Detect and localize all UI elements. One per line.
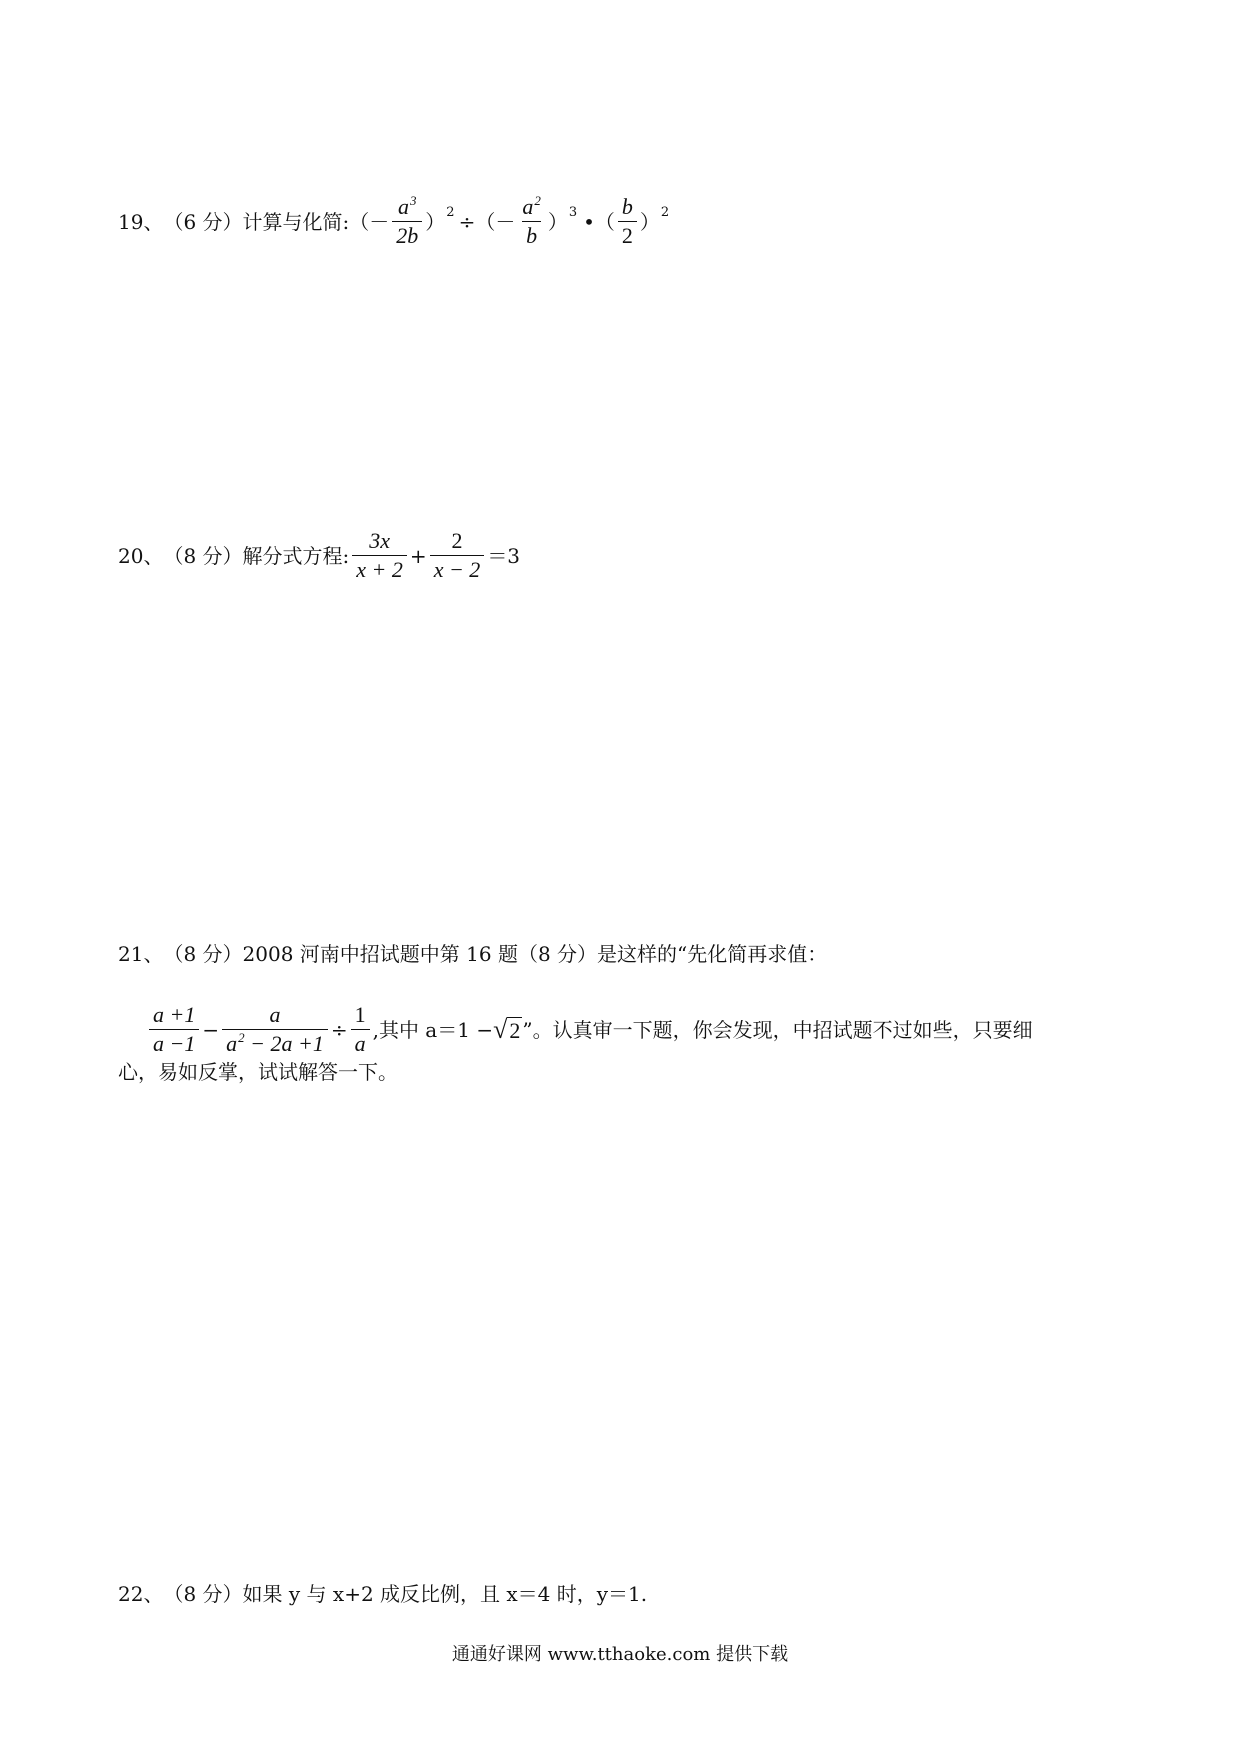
q21-sqrt-value: 2 bbox=[509, 1018, 521, 1044]
q19-f2-exp: 2 bbox=[534, 193, 541, 208]
q19-fraction-1 bbox=[392, 193, 422, 248]
q21-fraction-2 bbox=[222, 1004, 328, 1055]
q19-score: （6 分） bbox=[163, 209, 243, 234]
q21-tail-text: ”。认真审一下题，你会发现，中招试题不过如些，只要细 bbox=[522, 1017, 1033, 1042]
q19-rparen-3: ） bbox=[639, 209, 660, 234]
q19-f3-den: 2 bbox=[618, 221, 637, 247]
q22-score: （8 分） bbox=[163, 1582, 243, 1606]
q21-minus: − bbox=[202, 1017, 220, 1042]
q19-minus-2: － bbox=[495, 209, 516, 234]
q21-f2-num: a bbox=[269, 1002, 281, 1027]
q19-divide: ÷ bbox=[458, 209, 476, 234]
q20-fraction-1 bbox=[352, 530, 407, 581]
q21-f3-den: a bbox=[351, 1029, 370, 1055]
q19-fraction-3 bbox=[618, 196, 637, 247]
q19-outer-exp-1: 2 bbox=[446, 205, 455, 220]
q21-divide: ÷ bbox=[330, 1017, 348, 1042]
q20-f1-den: x + 2 bbox=[352, 555, 407, 581]
q20-fraction-2 bbox=[430, 530, 485, 581]
q19-number: 19、 bbox=[118, 209, 164, 234]
q21-intro: 2008 河南中招试题中第 16 题（8 分）是这样的“先化简再求值： bbox=[242, 942, 828, 966]
q22-text: 如果 y 与 x+2 成反比例，且 x＝4 时，y＝1. bbox=[242, 1582, 648, 1606]
q19-f1-exp: 3 bbox=[410, 193, 417, 208]
q19-minus-1: － bbox=[369, 209, 390, 234]
q20-prompt: 解分式方程: bbox=[242, 543, 350, 568]
question-21-line-3 bbox=[118, 1062, 398, 1082]
question-22 bbox=[118, 1584, 647, 1604]
q20-f2-num: 2 bbox=[451, 528, 463, 553]
q19-prompt: 计算与化简: bbox=[242, 209, 350, 234]
q21-f2-den-rest: − 2a +1 bbox=[244, 1031, 324, 1056]
q21-mid-text: ,其中 a＝1 − bbox=[372, 1017, 494, 1042]
q19-dot: • bbox=[583, 209, 595, 234]
question-21-line-1 bbox=[118, 944, 827, 964]
q20-f1-num: 3x bbox=[369, 528, 390, 553]
q20-score: （8 分） bbox=[163, 543, 243, 568]
q19-fraction-2 bbox=[518, 193, 545, 248]
q21-fraction-3 bbox=[351, 1004, 370, 1055]
q19-outer-exp-3: 2 bbox=[660, 205, 670, 220]
q21-f1-num: a +1 bbox=[153, 1002, 196, 1027]
q21-f2-den-exp: 2 bbox=[238, 1030, 245, 1045]
q20-f2-den: x − 2 bbox=[430, 555, 485, 581]
question-19 bbox=[118, 193, 670, 248]
q19-rparen-2: ） bbox=[547, 209, 568, 234]
q19-f1-den: 2b bbox=[392, 221, 422, 247]
sqrt-radical-icon: √ bbox=[493, 1014, 508, 1044]
q19-rparen-1: ） bbox=[425, 209, 446, 234]
q19-f3-num: b bbox=[621, 194, 633, 219]
q21-line-3: 心，易如反掌，试试解答一下。 bbox=[118, 1060, 398, 1084]
q19-outer-exp-2: 3 bbox=[568, 205, 578, 220]
question-21-line-2 bbox=[146, 1004, 1033, 1055]
page-footer: 通通好课网 www.tthaoke.com 提供下载 bbox=[451, 1644, 789, 1665]
q19-lparen-3: （ bbox=[594, 209, 615, 234]
q21-f3-num: 1 bbox=[354, 1002, 366, 1027]
q20-number: 20、 bbox=[118, 543, 164, 568]
q21-f1-den: a −1 bbox=[149, 1029, 199, 1055]
q21-f2-den-base: a bbox=[226, 1031, 238, 1056]
q19-lparen-2: （ bbox=[475, 209, 496, 234]
q21-sqrt bbox=[493, 1014, 522, 1044]
q21-score: （8 分） bbox=[163, 942, 243, 966]
q22-number: 22、 bbox=[118, 1582, 164, 1606]
q19-f2-den: b bbox=[522, 221, 541, 247]
q20-rhs: ＝3 bbox=[487, 543, 521, 568]
q20-plus: + bbox=[409, 543, 427, 568]
q19-f2-base: a bbox=[522, 194, 534, 219]
question-20 bbox=[118, 530, 520, 581]
q21-number: 21、 bbox=[118, 942, 164, 966]
q19-lparen-1: （ bbox=[349, 209, 370, 234]
q19-f1-base: a bbox=[398, 194, 410, 219]
q21-fraction-1 bbox=[149, 1004, 199, 1055]
